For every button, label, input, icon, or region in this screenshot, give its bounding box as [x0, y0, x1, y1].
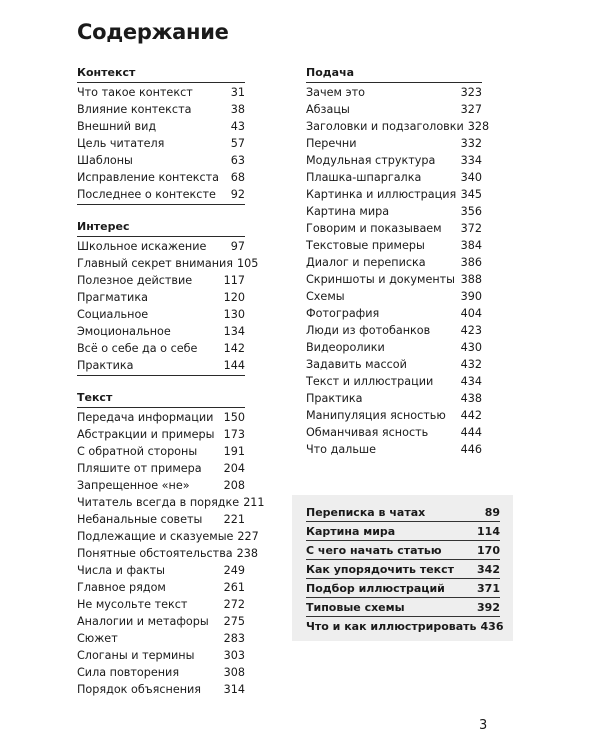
entry-page: 332	[460, 137, 482, 150]
entry-label: Прагматика	[77, 291, 148, 304]
entry-page: 130	[223, 308, 245, 321]
toc-entry	[77, 186, 245, 203]
entry-label: Цель читателя	[77, 137, 165, 150]
section-heading: Контекст	[77, 66, 136, 79]
entry-label: С чего начать статью	[306, 544, 442, 557]
toc-entry	[306, 424, 482, 441]
toc-entry	[306, 84, 482, 101]
entry-page: 92	[230, 188, 245, 201]
entry-page: 386	[460, 256, 482, 269]
toc-entry	[306, 186, 482, 203]
toc-entry	[306, 237, 482, 254]
toc-entry	[77, 630, 245, 647]
toc-entry	[306, 356, 482, 373]
toc-entry	[77, 426, 245, 443]
entry-label: Небанальные советы	[77, 513, 203, 526]
entry-label: Говорим и показываем	[306, 222, 442, 235]
toc-entry	[306, 220, 482, 237]
entry-label: Люди из фотобанков	[306, 324, 431, 337]
toc-entry	[306, 407, 482, 424]
entry-page: 340	[460, 171, 482, 184]
entry-page: 221	[223, 513, 245, 526]
entry-label: Главное рядом	[77, 581, 166, 594]
toc-entry	[306, 373, 482, 390]
entry-page: 211	[243, 496, 265, 509]
entry-page: 89	[484, 506, 500, 519]
entry-page: 144	[223, 359, 245, 372]
entry-page: 345	[460, 188, 482, 201]
entry-label: Фотография	[306, 307, 380, 320]
entry-label: Последнее о контексте	[77, 188, 216, 201]
toc-entry	[306, 152, 482, 169]
entry-label: Обманчивая ясность	[306, 426, 429, 439]
entry-page: 170	[477, 544, 500, 557]
entry-label: Картинка и иллюстрация	[306, 188, 457, 201]
entry-page: 388	[460, 273, 482, 286]
entry-label: Внешний вид	[77, 120, 157, 133]
entry-label: Текстовые примеры	[306, 239, 425, 252]
entry-page: 97	[230, 240, 245, 253]
entry-label: Что и как иллюстрировать	[306, 620, 477, 633]
extras-list	[306, 504, 504, 635]
entry-label: Школьное искажение	[77, 240, 207, 253]
entry-label: Полезное действие	[77, 274, 193, 287]
toc-entry	[306, 169, 482, 186]
entry-label: Плашка-шпаргалка	[306, 171, 422, 184]
toc-section-context	[77, 64, 245, 205]
toc-entry	[77, 118, 245, 135]
entry-label: Заголовки и подзаголовки	[306, 120, 464, 133]
entry-label: Абзацы	[306, 103, 350, 116]
extras-entry	[306, 504, 500, 521]
toc-entry	[77, 528, 259, 545]
entry-page: 114	[477, 525, 500, 538]
toc-entry	[77, 511, 245, 528]
toc-entry	[77, 477, 245, 494]
toc-entry	[77, 169, 245, 186]
entry-label: Порядок объяснения	[77, 683, 202, 696]
entry-page: 436	[480, 620, 504, 633]
entry-label: Диалог и переписка	[306, 256, 426, 269]
toc-entry	[306, 135, 482, 152]
entry-page: 272	[223, 598, 245, 611]
toc-entry	[77, 238, 245, 255]
divider	[306, 521, 500, 522]
section-heading: Подача	[306, 66, 355, 79]
entry-label: Аналогии и метафоры	[77, 615, 209, 628]
entry-label: Модульная структура	[306, 154, 436, 167]
entry-label: Шаблоны	[77, 154, 133, 167]
entry-page: 275	[223, 615, 245, 628]
entry-label: С обратной стороны	[77, 445, 198, 458]
extras-entry	[306, 542, 500, 559]
entry-page: 430	[460, 341, 482, 354]
entry-label: Скриншоты и документы	[306, 273, 456, 286]
entry-label: Социальное	[77, 308, 149, 321]
toc-entry	[306, 288, 482, 305]
entry-page: 283	[223, 632, 245, 645]
toc-entry	[77, 579, 245, 596]
entry-label: Главный секрет внимания	[77, 257, 234, 270]
toc-entry	[77, 647, 245, 664]
entry-page: 63	[230, 154, 245, 167]
entry-label: Слоганы и термины	[77, 649, 195, 662]
entry-page: 442	[460, 409, 482, 422]
toc-entry	[306, 271, 482, 288]
entry-label: Картина мира	[306, 525, 396, 538]
entry-page: 342	[477, 563, 500, 576]
entry-page: 43	[230, 120, 245, 133]
toc-entry	[77, 323, 245, 340]
entry-label: Манипуляция ясностью	[306, 409, 446, 422]
entry-page: 390	[460, 290, 482, 303]
toc-entry	[306, 441, 482, 458]
toc-entry	[77, 84, 245, 101]
toc-section-text	[77, 389, 265, 698]
toc-entry	[306, 118, 490, 135]
extras-entry	[306, 561, 500, 578]
entry-page: 384	[460, 239, 482, 252]
entry-label: Схемы	[306, 290, 345, 303]
entry-page: 444	[460, 426, 482, 439]
entry-label: Передача информации	[77, 411, 214, 424]
entry-page: 208	[223, 479, 245, 492]
entry-page: 142	[223, 342, 245, 355]
divider	[77, 236, 245, 237]
entry-page: 173	[223, 428, 245, 441]
toc-right-column	[306, 64, 490, 458]
toc-entry	[306, 339, 482, 356]
toc-entry	[77, 562, 245, 579]
toc-entry	[77, 306, 245, 323]
entry-page: 334	[460, 154, 482, 167]
toc-entry	[77, 545, 259, 562]
entry-page: 308	[223, 666, 245, 679]
page-number: 3	[479, 718, 488, 733]
toc-section-delivery	[306, 64, 490, 458]
entry-page: 314	[223, 683, 245, 696]
entry-page: 31	[230, 86, 245, 99]
entry-page: 38	[230, 103, 245, 116]
toc-entry	[77, 357, 245, 374]
entry-page: 261	[223, 581, 245, 594]
extras-entry	[306, 523, 500, 540]
entry-page: 372	[460, 222, 482, 235]
entry-page: 57	[230, 137, 245, 150]
entry-label: Картина мира	[306, 205, 390, 218]
entry-label: Не мусольте текст	[77, 598, 188, 611]
entry-label: Задавить массой	[306, 358, 407, 371]
extras-entry	[306, 618, 504, 635]
entry-page: 134	[223, 325, 245, 338]
section-heading: Текст	[77, 391, 113, 404]
entry-label: Зачем это	[306, 86, 366, 99]
extras-entry	[306, 599, 500, 616]
entry-label: Пляшите от примера	[77, 462, 202, 475]
entry-label: Перечни	[306, 137, 357, 150]
toc-entry	[77, 460, 245, 477]
entry-label: Как упорядочить текст	[306, 563, 455, 576]
toc-entry	[77, 135, 245, 152]
entry-page: 356	[460, 205, 482, 218]
entry-page: 327	[460, 103, 482, 116]
entry-label: Исправление контекста	[77, 171, 220, 184]
entry-label: Практика	[77, 359, 134, 372]
page-title: Содержание	[77, 20, 229, 44]
entry-page: 404	[460, 307, 482, 320]
entry-page: 423	[460, 324, 482, 337]
entry-page: 434	[460, 375, 482, 388]
toc-entry	[77, 613, 245, 630]
toc-entry	[306, 254, 482, 271]
entry-page: 150	[223, 411, 245, 424]
entry-page: 68	[230, 171, 245, 184]
entry-label: Абстракции и примеры	[77, 428, 215, 441]
entry-page: 432	[460, 358, 482, 371]
divider	[77, 407, 245, 408]
entry-page: 105	[237, 257, 259, 270]
entry-page: 392	[477, 601, 500, 614]
divider	[306, 616, 500, 617]
toc-entry	[306, 322, 482, 339]
toc-section-interest	[77, 218, 259, 376]
divider	[306, 540, 500, 541]
extras-box	[292, 495, 513, 641]
entry-page: 227	[237, 530, 259, 543]
toc-entry	[306, 305, 482, 322]
entry-label: Влияние контекста	[77, 103, 192, 116]
divider	[77, 82, 245, 83]
entry-page: 303	[223, 649, 245, 662]
toc-entry	[77, 494, 265, 511]
toc-entry	[77, 255, 259, 272]
entry-label: Сюжет	[77, 632, 118, 645]
entry-label: Читатель всегда в порядке	[77, 496, 240, 509]
entry-page: 117	[223, 274, 245, 287]
entry-label: Текст и иллюстрации	[306, 375, 434, 388]
entry-label: Типовые схемы	[306, 601, 405, 614]
entry-label: Что дальше	[306, 443, 377, 456]
entry-page: 191	[223, 445, 245, 458]
entry-label: Практика	[306, 392, 363, 405]
toc-entry	[77, 664, 245, 681]
entry-label: Всё о себе да о себе	[77, 342, 198, 355]
extras-entry	[306, 580, 500, 597]
toc-entry	[77, 289, 245, 306]
entry-label: Подбор иллюстраций	[306, 582, 445, 595]
toc-entry	[77, 681, 245, 698]
divider	[306, 597, 500, 598]
toc-entry	[77, 101, 245, 118]
entry-page: 120	[223, 291, 245, 304]
entry-page: 204	[223, 462, 245, 475]
entry-label: Понятные обстоятельства	[77, 547, 233, 560]
divider	[306, 578, 500, 579]
toc-entry	[306, 390, 482, 407]
toc-entry	[77, 409, 245, 426]
entry-label: Запрещенное «не»	[77, 479, 190, 492]
toc-entry	[77, 443, 245, 460]
entry-label: Эмоциональное	[77, 325, 171, 338]
entry-page: 328	[467, 120, 490, 133]
entry-label: Переписка в чатах	[306, 506, 426, 519]
entry-label: Подлежащие и сказуемые	[77, 530, 234, 543]
toc-entry	[306, 203, 482, 220]
toc-entry	[77, 152, 245, 169]
section-heading: Интерес	[77, 220, 130, 233]
entry-label: Сила повторения	[77, 666, 180, 679]
entry-page: 323	[460, 86, 482, 99]
toc-left-column	[77, 64, 265, 698]
entry-label: Числа и факты	[77, 564, 166, 577]
entry-page: 438	[460, 392, 482, 405]
divider	[306, 82, 482, 83]
toc-entry	[77, 272, 245, 289]
entry-label: Видеоролики	[306, 341, 385, 354]
entry-page: 371	[477, 582, 500, 595]
divider	[306, 559, 500, 560]
toc-entry	[306, 101, 482, 118]
entry-label: Что такое контекст	[77, 86, 193, 99]
entry-page: 238	[236, 547, 259, 560]
entry-page: 446	[460, 443, 482, 456]
toc-entry	[77, 596, 245, 613]
entry-page: 249	[223, 564, 245, 577]
toc-entry	[77, 340, 245, 357]
